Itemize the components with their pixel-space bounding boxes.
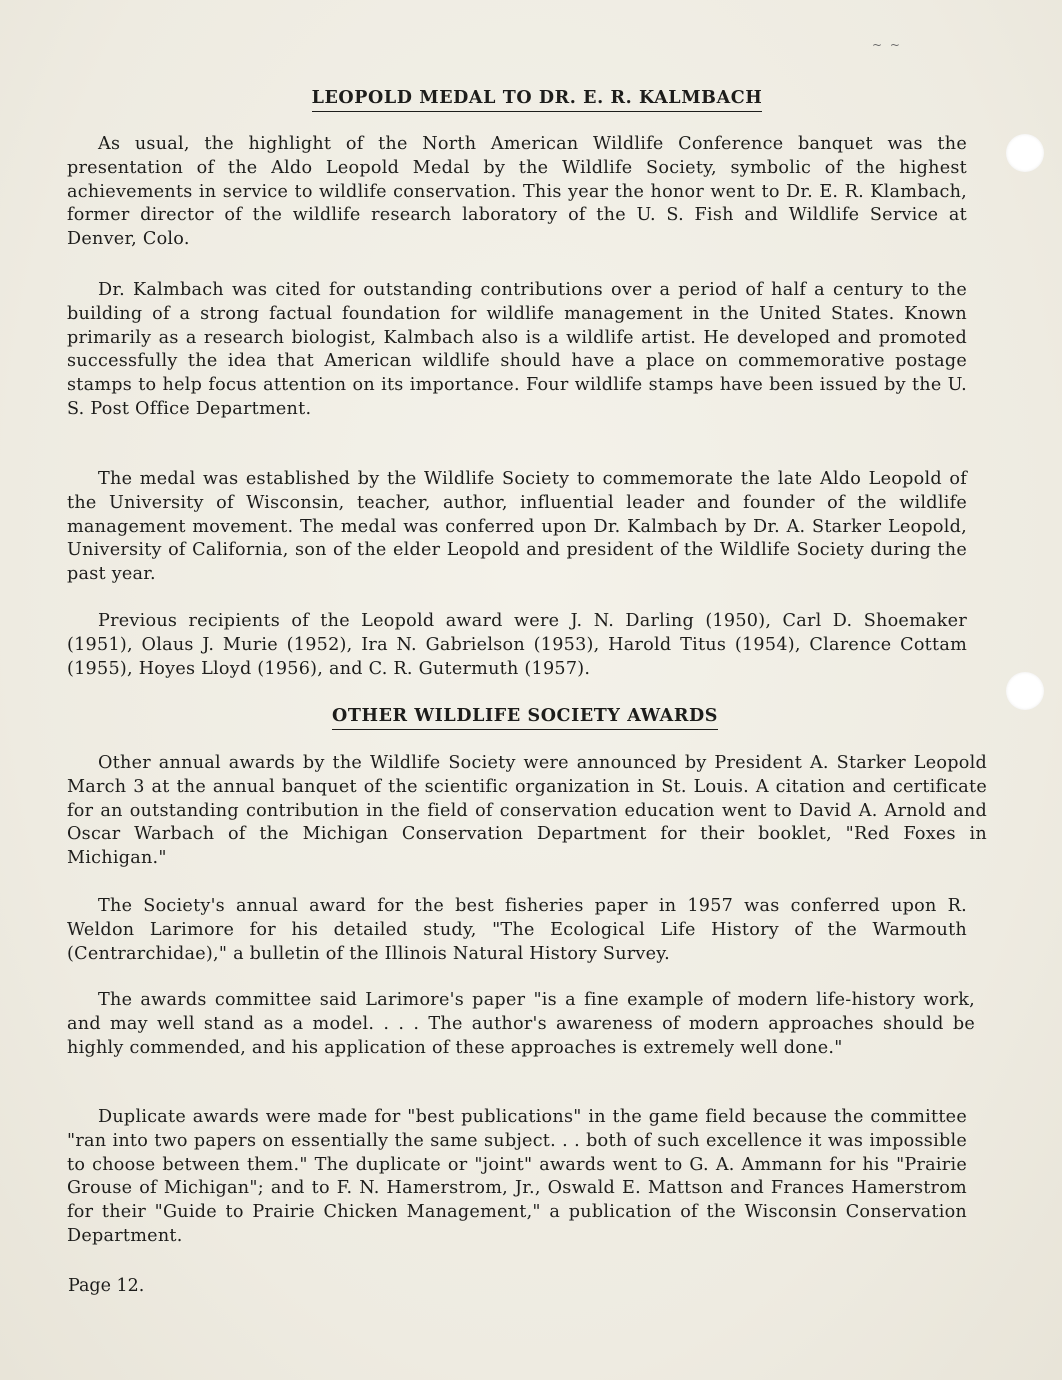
heading-other-awards — [0, 706, 1056, 726]
paragraph: Dr. Kalmbach was cited for outstanding contributions over a period of half a century to the building of a strong factual foundation for wildlife management in the United States. Known primarily as a research biologist, Kalmbach also is a wildlife artist. He developed and promoted successfully the idea that American wildlife should have a place on commemorative postage stamps to help focus attention on its importance. Four wildlife stamps have been issued by the U. S. Post Office Department. — [67, 280, 967, 419]
paragraph: As usual, the highlight of the North American Wildlife Conference banquet was the presentation of the Aldo Leopold Medal by the Wildlife Society, symbolic of the highest achievements in service to wildlife conservation. This year the honor went to Dr. E. R. Klambach, former director of the wildlife research laboratory of the U. S. Fish and Wildlife Service at Denver, Colo. — [67, 134, 967, 250]
punch-hole — [1006, 672, 1044, 710]
heading-leopold-medal — [6, 88, 1062, 108]
paragraph: The awards committee said Larimore's paper "is a fine example of modern life-history work, and may well stand as a model. . . . The author's awareness of modern approaches should be highly commended, and his application of these approaches is extremely well done." — [67, 990, 975, 1058]
heading-text: OTHER WILDLIFE SOCIETY AWARDS — [332, 706, 718, 730]
heading-text: LEOPOLD MEDAL TO DR. E. R. KALMBACH — [312, 88, 763, 112]
paragraph: Duplicate awards were made for "best publications" in the game field because the committee "ran into two papers on essentially the same subject. . . both of such excellence it was impossible to choose between them." The duplicate or "joint" awards went to G. A. Ammann for his "Prairie Grouse of Michigan"; and to F. N. Hamerstrom, Jr., Oswald E. Mattson and Frances Hamerstrom for their "Guide to Prairie Chicken Management," a publication of the Wisconsin Conservation Department. — [67, 1107, 967, 1246]
paragraph: The medal was established by the Wildlife Society to commemorate the late Aldo Leopold of the University of Wisconsin, teacher, author, influential leader and founder of the wildlife management movement. The medal was conferred upon Dr. Kalmbach by Dr. A. Starker Leopold, University of California, son of the elder Leopold and president of the Wildlife Society during the past year. — [67, 469, 967, 585]
page-number: Page 12. — [68, 1276, 145, 1296]
paragraph: Previous recipients of the Leopold award were J. N. Darling (1950), Carl D. Shoemaker (1951), Olaus J. Murie (1952), Ira N. Gabrielson (1953), Harold Titus (1954), Clarence Cottam (1955), Hoyes Lloyd (1956), and C. R. Gutermuth (1957). — [67, 611, 967, 679]
paragraph: The Society's annual award for the best fisheries paper in 1957 was conferred upon R. Weldon Larimore for his detailed study, "The Ecological Life History of the Warmouth (Centrarchidae)," a bulletin of the Illinois Natural History Survey. — [67, 896, 967, 964]
paragraph: Other annual awards by the Wildlife Society were announced by President A. Starker Leopold March 3 at the annual banquet of the scientific organization in St. Louis. A citation and certificate for an outstanding contribution in the field of conservation education went to David A. Arnold and Oscar Warbach of the Michigan Conservation Department for their booklet, "Red Foxes in Michigan." — [67, 753, 987, 869]
punch-hole — [1006, 134, 1044, 172]
top-mark: ~ ~ — [872, 38, 902, 52]
